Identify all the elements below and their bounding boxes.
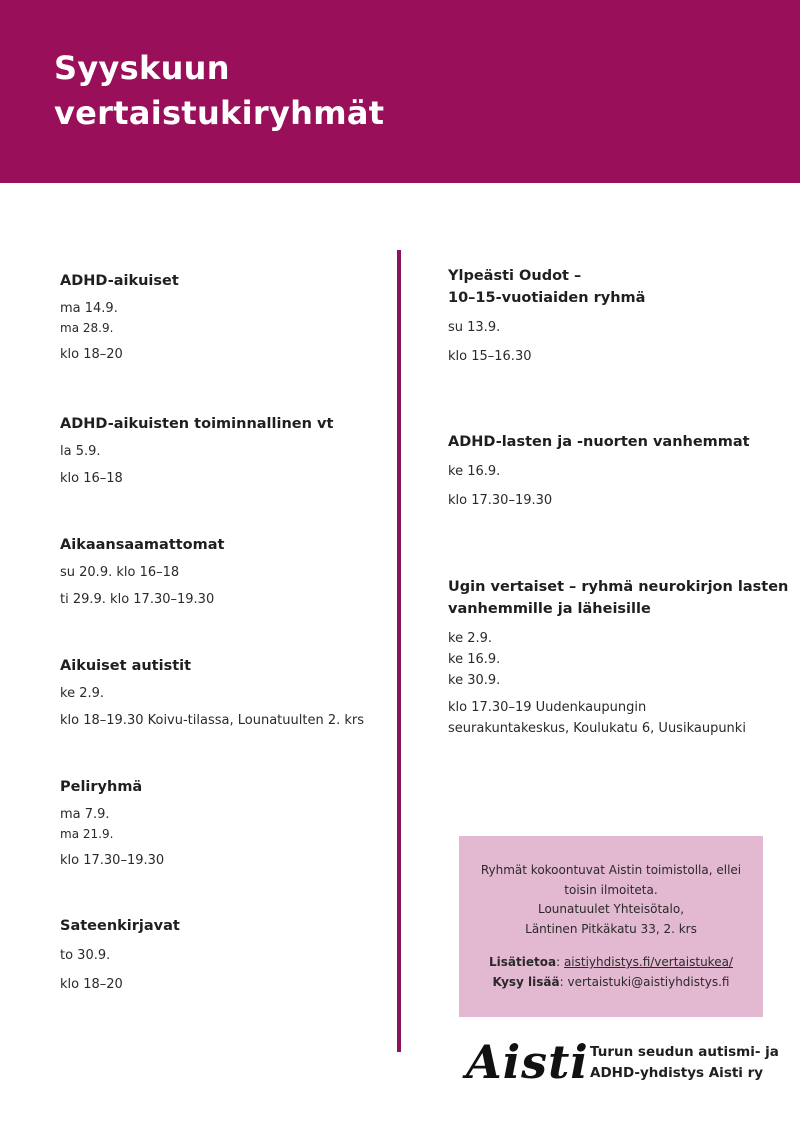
group-time: klo 18–19.30 Koivu-tilassa, Lounatuulten 2. krs [60,713,364,728]
group-time: ti 29.9. klo 17.30–19.30 [60,592,215,607]
group-time: klo 18–20 [60,977,123,992]
group-title: Aikaansaamattomat [60,537,225,553]
group-peliryhma [60,776,164,871]
ask-row: Kysy lisää: vertaistuki@aistiyhdistys.fi [492,974,730,989]
group-aikuiset-autistit [60,655,364,731]
info-line: Lounatuulet Yhteisötalo, [537,902,685,916]
group-adhd-vanhemmat [448,431,750,511]
info-box [459,836,763,1017]
header-banner [0,0,800,183]
column-divider [397,250,401,1052]
more-info-label: Lisätietoa [489,955,557,969]
group-time: klo 15–16.30 [448,349,532,364]
group-title-line-1: Ugin vertaiset – ryhmä neurokirjon lasten [448,579,789,595]
group-title: ADHD-aikuisten toiminnallinen vt [60,416,334,432]
group-date: ma 14.9. [60,301,118,316]
group-date: ke 30.9. [448,673,501,688]
more-info-link[interactable]: aistiyhdistys.fi/vertaistukea/ [563,955,733,969]
page-title [54,46,384,136]
group-date: su 20.9. klo 16–18 [60,565,180,580]
group-title-line-2: 10–15-vuotiaiden ryhmä [448,290,646,306]
info-line: Läntinen Pitkäkatu 33, 2. krs [525,921,697,936]
ask-email[interactable]: vertaistuki@aistiyhdistys.fi [567,974,730,989]
group-title: ADHD-aikuiset [60,273,179,289]
ask-label: Kysy lisää [492,974,560,989]
group-date: ma 21.9. [60,827,114,841]
group-ugin-vertaiset [448,576,788,739]
title-line-1: Syyskuun [54,49,230,87]
group-time: klo 18–20 [60,347,123,362]
group-date: ke 2.9. [448,631,493,646]
group-time-line-2: seurakuntakeskus, Koulukatu 6, Uusikaupunki [448,721,746,736]
group-sateenkirjavat [60,915,180,995]
group-date: ke 16.9. [448,652,501,667]
group-time: klo 16–18 [60,471,123,486]
group-date: su 13.9. [448,320,501,335]
group-title: Peliryhmä [60,779,143,795]
group-time: klo 17.30–19.30 [60,853,165,868]
group-date: ke 2.9. [60,686,105,701]
group-ylpeasti-oudot [448,265,645,367]
group-time-line-1: klo 17.30–19 Uudenkaupungin [448,700,647,715]
more-info-row: Lisätietoa: aistiyhdistys.fi/vertaistukea/ [489,955,733,969]
group-date: to 30.9. [60,948,111,963]
org-line-2: ADHD-yhdistys Aisti ry [590,1065,764,1081]
info-line: Ryhmät kokoontuvat Aistin toimistolla, ellei [480,863,742,877]
group-adhd-aikuiset [60,270,179,365]
group-title: Sateenkirjavat [60,918,180,934]
aisti-logo: Aisti [466,1035,589,1089]
group-aikaansaamattomat [60,534,224,610]
group-date: ma 28.9. [60,321,114,335]
group-date: ke 16.9. [448,464,501,479]
organization-name [590,1042,779,1084]
group-title-line-1: Ylpeästi Oudot – [448,268,582,284]
group-title: ADHD-lasten ja -nuorten vanhemmat [448,434,750,450]
group-time: klo 17.30–19.30 [448,493,553,508]
group-date: la 5.9. [60,444,101,459]
title-line-2: vertaistukiryhmät [54,94,385,132]
group-adhd-toiminnallinen [60,413,333,489]
group-title-line-2: vanhemmille ja läheisille [448,601,651,617]
org-line-1: Turun seudun autismi- ja [590,1044,779,1060]
info-line: toisin ilmoiteta. [564,882,658,897]
group-date: ma 7.9. [60,807,110,822]
group-title: Aikuiset autistit [60,658,192,674]
